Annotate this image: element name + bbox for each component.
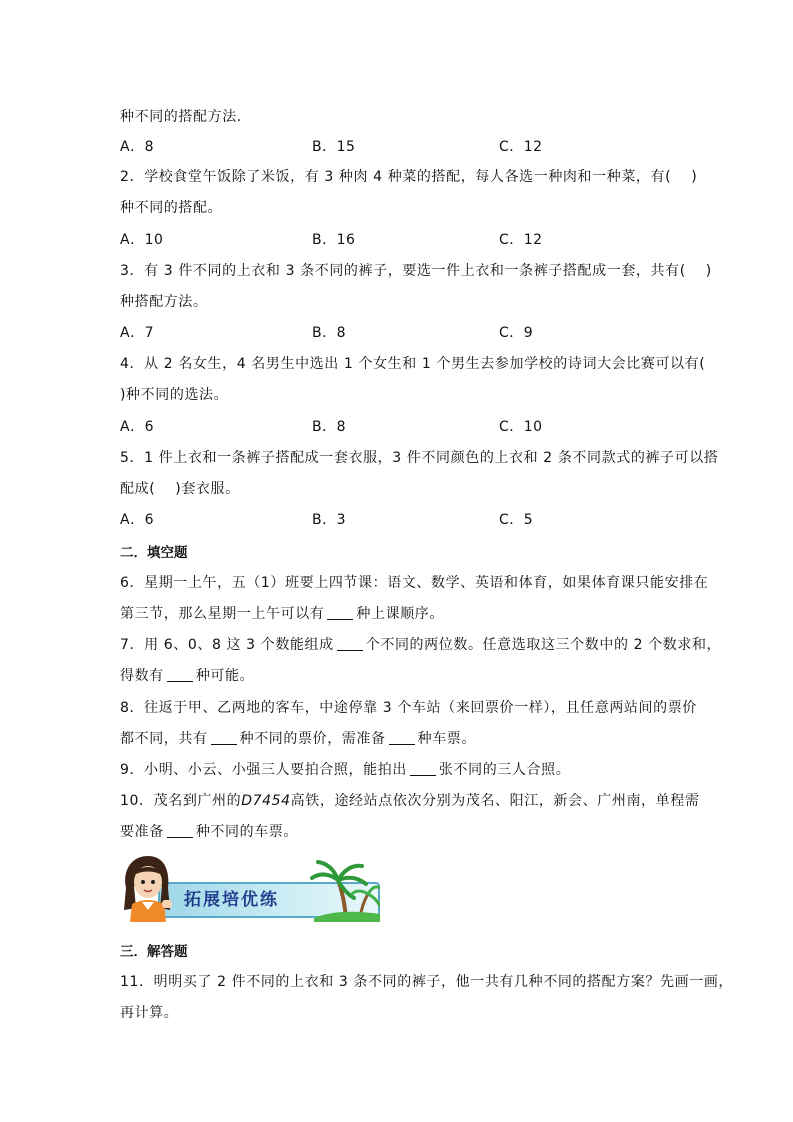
q5-option-c: C．5: [499, 512, 534, 528]
q9-line1: [120, 759, 570, 779]
q3-line2: 种搭配方法。: [120, 294, 208, 310]
q7-text-b: 个不同的两位数。任意选取这三个数中的 2 个数求和，: [365, 637, 722, 653]
extension-practice-banner: [118, 852, 380, 922]
q2-text: 2．学校食堂午饭除了米饭，有 3 种肉 4 种菜的搭配，每人各选一种肉和一种菜，有(: [120, 169, 672, 185]
q3-text: 3．有 3 件不同的上衣和 3 条不同的裤子，要选一件上衣和一条裤子搭配成一套，共有(: [120, 263, 686, 279]
q1-option-b: B．15: [312, 139, 356, 155]
banner-title: 拓展培优练: [184, 890, 279, 910]
q10-answer-blank[interactable]: [167, 823, 193, 838]
q10-train-number: D7454: [241, 793, 291, 809]
q8-text-c: 种车票。: [417, 731, 477, 747]
q1-option-c: C．12: [499, 139, 543, 155]
q6-answer-blank[interactable]: [327, 605, 353, 620]
q5-text-a: 配成(: [120, 481, 156, 497]
q4-line1: 4．从 2 名女生，4 名男生中选出 1 个女生和 1 个男生去参加学校的诗词大会比赛可以有(: [120, 356, 706, 372]
section-heading-solve: 三．解答题: [120, 944, 188, 960]
q10-line1: [120, 790, 699, 810]
q10-text-d: 种不同的车票。: [195, 824, 299, 840]
q1-continuation: 种不同的搭配方法.: [120, 109, 242, 125]
q2-line2: 种不同的搭配。: [120, 200, 223, 216]
q8-text-a: 都不同，共有: [120, 731, 208, 747]
q9-answer-blank[interactable]: [410, 761, 436, 776]
q9-text-b: 张不同的三人合照。: [438, 762, 571, 778]
q7-answer-blank-2[interactable]: [167, 667, 193, 682]
q3-option-a: A．7: [120, 325, 154, 341]
q6-line2: [120, 603, 444, 623]
q8-answer-blank-2[interactable]: [389, 730, 415, 745]
q7-answer-blank-1[interactable]: [337, 636, 363, 651]
q7-text-a: 7．用 6、0、8 这 3 个数能组成: [120, 637, 334, 653]
q3-option-c: C．9: [499, 325, 534, 341]
q5-text-b: )套衣服。: [175, 481, 240, 497]
q4-option-b: B．8: [312, 419, 347, 435]
q3-line1: [120, 260, 712, 280]
q7-line2: [120, 665, 254, 685]
q8-line1: 8．往返于甲、乙两地的客车，中途停靠 3 个车站（来回票价一样），且任意两站间的票价: [120, 700, 697, 716]
q3-option-b: B．8: [312, 325, 347, 341]
q4-option-a: A．6: [120, 419, 154, 435]
q9-text-a: 9．小明、小云、小强三人要拍合照，能拍出: [120, 762, 407, 778]
q6-text-a: 第三节，那么星期一上午可以有: [120, 606, 325, 622]
q6-text-b: 种上课顺序。: [356, 606, 445, 622]
q2-option-c: C．12: [499, 232, 543, 248]
q7-text-c: 得数有: [120, 668, 164, 684]
q4-option-c: C．10: [499, 419, 543, 435]
q10-line2: [120, 821, 298, 841]
q11-line2: 再计算。: [120, 1005, 179, 1021]
q2-option-a: A．10: [120, 232, 164, 248]
q7-text-d: 种可能。: [195, 668, 255, 684]
section-heading-fill-in: 二．填空题: [120, 545, 188, 561]
q5-option-a: A．6: [120, 512, 154, 528]
q5-line1: 5．1 件上衣和一条裤子搭配成一套衣服，3 件不同颜色的上衣和 2 条不同款式的裤子可以搭: [120, 450, 719, 466]
q8-text-b: 种不同的票价，需准备: [239, 731, 386, 747]
q8-line2: [120, 728, 476, 748]
q5-line2: [120, 478, 240, 498]
q5-option-b: B．3: [312, 512, 347, 528]
q2-close-paren: ): [691, 169, 698, 185]
q3-close-paren: ): [705, 263, 712, 279]
q2-line1: [120, 166, 697, 186]
q8-answer-blank-1[interactable]: [211, 730, 237, 745]
q7-line1: [120, 634, 721, 654]
q1-option-a: A．8: [120, 139, 154, 155]
q11-line1: 11．明明买了 2 件不同的上衣和 3 条不同的裤子，他一共有几种不同的搭配方案？先画一画，: [120, 974, 734, 990]
q10-text-c: 要准备: [120, 824, 164, 840]
q2-option-b: B．16: [312, 232, 356, 248]
q10-text-b: 高铁，途经站点依次分别为茂名、阳江，新会、广州南，单程需: [290, 793, 700, 809]
q10-text-a: 10．茂名到广州的: [120, 793, 242, 809]
q6-line1: 6．星期一上午，五（1）班要上四节课：语文、数学、英语和体育，如果体育课只能安排在: [120, 575, 709, 591]
q4-line2: )种不同的选法。: [120, 387, 229, 403]
